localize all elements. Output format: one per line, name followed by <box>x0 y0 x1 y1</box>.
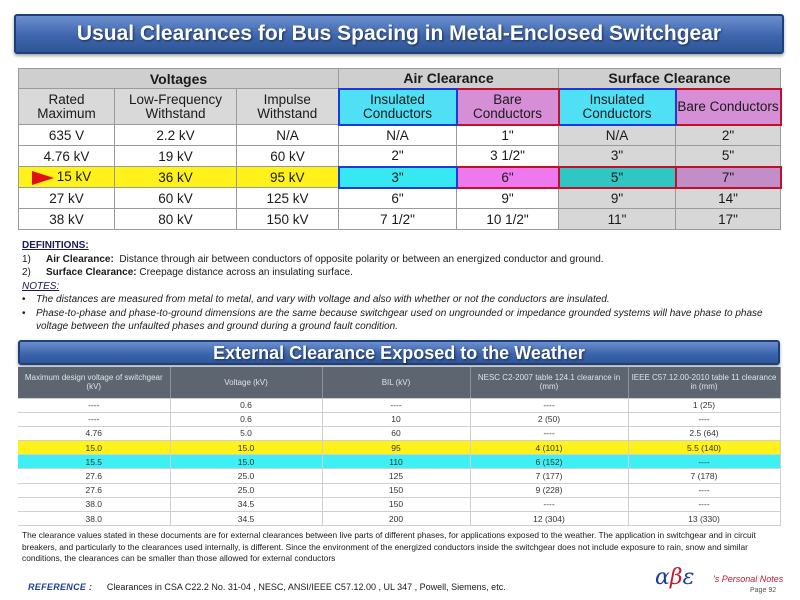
table-cell: ---- <box>628 412 780 426</box>
table-cell: 125 <box>322 469 470 483</box>
table-cell: 2 (50) <box>470 412 628 426</box>
table-cell: ---- <box>322 398 470 412</box>
group-voltages: Voltages <box>19 69 339 89</box>
definition-number: 2) <box>22 267 31 278</box>
table-cell: 15.0 <box>170 455 322 469</box>
col-surface-bare: Bare Conductors <box>676 89 781 125</box>
page-number-value: 92 <box>768 587 777 594</box>
table-cell: 14" <box>676 188 781 209</box>
table-cell: 9 (228) <box>470 483 628 497</box>
table-cell: 5" <box>676 146 781 167</box>
table-cell: ---- <box>628 483 780 497</box>
group-surface-clearance: Surface Clearance <box>559 69 781 89</box>
table-cell: ---- <box>18 412 170 426</box>
table-cell: 36 kV <box>115 167 237 188</box>
table-cell: 0.6 <box>170 412 322 426</box>
group-air-clearance: Air Clearance <box>339 69 559 89</box>
table-cell: 27 kV <box>19 188 115 209</box>
col-voltage: Voltage (kV) <box>170 367 322 398</box>
col-air-bare: Bare Conductors <box>457 89 559 125</box>
table-cell: ---- <box>18 398 170 412</box>
table-cell: 11" <box>559 209 676 230</box>
col-low-frequency-withstand: Low-Frequency Withstand <box>115 89 237 125</box>
definition-body: Creepage distance across an insulating surface. <box>139 267 353 278</box>
table-cell: 12 (304) <box>470 512 628 526</box>
table-cell: 150 kV <box>237 209 339 230</box>
table-cell: 2.5 (64) <box>628 426 780 440</box>
col-surface-insulated: Insulated Conductors <box>559 89 676 125</box>
table-row <box>18 512 780 526</box>
table-cell: 27.6 <box>18 483 170 497</box>
table-cell: 17" <box>676 209 781 230</box>
table-cell: 60 kV <box>115 188 237 209</box>
table-cell: 34.5 <box>170 512 322 526</box>
table-cell: ---- <box>628 497 780 511</box>
table-cell: N/A <box>237 125 339 146</box>
table-cell: 7" <box>676 167 781 188</box>
table-row <box>18 497 780 511</box>
table-group-header <box>19 69 781 89</box>
table-cell: 13 (330) <box>628 512 780 526</box>
table-cell: ---- <box>628 455 780 469</box>
table-row <box>19 188 781 209</box>
table-row <box>19 125 781 146</box>
table-row <box>18 426 780 440</box>
table-cell: 4.76 kV <box>19 146 115 167</box>
clearance-table <box>18 68 782 230</box>
table-cell: 7 (177) <box>470 469 628 483</box>
table-cell: 7 1/2" <box>339 209 457 230</box>
table-cell: 3 1/2" <box>457 146 559 167</box>
definition-item <box>22 253 782 267</box>
table-row <box>18 398 780 412</box>
table-row <box>18 469 780 483</box>
table-cell: 6" <box>457 167 559 188</box>
col-air-insulated: Insulated Conductors <box>339 89 457 125</box>
table-cell: N/A <box>559 125 676 146</box>
table-cell: 60 kV <box>237 146 339 167</box>
page-number <box>750 587 776 594</box>
col-ieee-clearance: IEEE C57.12.00-2010 table 11 clearance in (mm) <box>628 367 780 398</box>
table-row <box>18 483 780 497</box>
table-cell: 9" <box>457 188 559 209</box>
table-cell: 15.5 <box>18 455 170 469</box>
table-cell: 110 <box>322 455 470 469</box>
col-impulse-withstand: Impulse Withstand <box>237 89 339 125</box>
table-cell: 25.0 <box>170 469 322 483</box>
bullet-icon: • <box>22 307 26 319</box>
table-cell: 6 (152) <box>470 455 628 469</box>
table-cell: 60 <box>322 426 470 440</box>
table-cell: 2.2 kV <box>115 125 237 146</box>
table-row-highlighted <box>19 167 781 188</box>
footnote: The clearance values stated in these documents are for external clearances between live parts of different phases, for applications exposed to the weather. The application in switchgear and in circuit breakers, and particularly to the clearances used internally, is different. Since the environment of the energized conductors inside the switchgear does not include exposure to rain, snow and similar conditions, the clearances can be smaller than those allowed for external conductors <box>22 530 756 563</box>
table-cell: 200 <box>322 512 470 526</box>
definition-number: 1) <box>22 253 31 265</box>
definition-term: Surface Clearance: <box>46 267 137 278</box>
table-cell: 95 kV <box>237 167 339 188</box>
note-item <box>22 307 782 334</box>
logo-text: 's Personal Notes <box>713 574 784 584</box>
table-row <box>18 412 780 426</box>
col-nesc-clearance: NESC C2-2007 table 124.1 clearance in (mm) <box>470 367 628 398</box>
note-text: Phase-to-phase and phase-to-ground dimensions are the same because switchgear used on ungrounded or impedance grounded systems will have phase to phase voltage between the unfaulted phases and ground during a ground fault condition. <box>36 307 763 332</box>
definitions-section <box>22 239 782 334</box>
reference-label: REFERENCE : <box>28 582 93 592</box>
table-header-row <box>18 367 780 398</box>
definition-text <box>46 266 353 280</box>
table-cell: 1" <box>457 125 559 146</box>
table-cell: 2" <box>676 125 781 146</box>
table-cell: 38.0 <box>18 512 170 526</box>
table-cell: 38.0 <box>18 497 170 511</box>
table-cell: 1 (25) <box>628 398 780 412</box>
table-cell: 27.6 <box>18 469 170 483</box>
definition-body: Distance through air between conductors of opposite polarity or between an energized conductor and ground. <box>119 253 604 265</box>
col-max-design-voltage: Maximum design voltage of switchgear (kV) <box>18 367 170 398</box>
bullet-icon: • <box>22 294 26 305</box>
page-title: Usual Clearances for Bus Spacing in Metal-Enclosed Switchgear <box>14 14 784 54</box>
table-cell: N/A <box>339 125 457 146</box>
note-text: The distances are measured from metal to metal, and vary with voltage and also with whether or not the conductors are insulated. <box>36 294 610 305</box>
col-bil: BIL (kV) <box>322 367 470 398</box>
table-cell: 7 (178) <box>628 469 780 483</box>
table-cell: 635 V <box>19 125 115 146</box>
table-cell: 6" <box>339 188 457 209</box>
definitions-heading: DEFINITIONS: <box>22 240 89 251</box>
table-cell: 15.0 <box>170 441 322 455</box>
table-row-highlighted-cyan <box>18 455 780 469</box>
notes-heading: NOTES: <box>22 280 60 292</box>
table-cell: 150 <box>322 497 470 511</box>
pointer-arrow-icon <box>32 171 54 185</box>
section-title-external: External Clearance Exposed to the Weather <box>18 340 780 365</box>
page-label: Page <box>750 587 767 594</box>
table-cell: 125 kV <box>237 188 339 209</box>
personal-notes-logo <box>655 565 790 597</box>
table-cell: ---- <box>470 398 628 412</box>
logo-epsilon: ε <box>682 565 695 590</box>
note-item <box>22 293 782 307</box>
table-cell: 2" <box>339 146 457 167</box>
table-cell: ---- <box>470 426 628 440</box>
table-cell: 4.76 <box>18 426 170 440</box>
table-cell: 0.6 <box>170 398 322 412</box>
definition-term: Air Clearance: <box>46 253 114 265</box>
table-cell: 3" <box>559 146 676 167</box>
table-cell: 5" <box>559 167 676 188</box>
table-cell: 3" <box>339 167 457 188</box>
table-cell-text: 15 kV <box>56 169 92 185</box>
table-cell: 25.0 <box>170 483 322 497</box>
logo-alpha: α <box>655 565 670 590</box>
table-cell: 80 kV <box>115 209 237 230</box>
table-cell: 4 (101) <box>470 441 628 455</box>
table-cell: 150 <box>322 483 470 497</box>
table-row <box>19 146 781 167</box>
table-cell: 15.0 <box>18 441 170 455</box>
table-cell: 5.5 (140) <box>628 441 780 455</box>
definition-item <box>22 266 782 280</box>
table-cell: 38 kV <box>19 209 115 230</box>
reference-text: Clearances in CSA C22.2 No. 31-04 , NESC, ANSI/IEEE C57.12.00 , UL 347 , Powell, Siemens, etc. <box>106 582 506 592</box>
table-cell <box>19 167 115 188</box>
external-clearance-table <box>18 367 781 526</box>
logo-beta: β <box>669 565 683 590</box>
table-cell: 10 <box>322 412 470 426</box>
table-cell: 34.5 <box>170 497 322 511</box>
col-rated-maximum: Rated Maximum <box>19 89 115 125</box>
reference-line <box>28 582 506 592</box>
table-cell: 5.0 <box>170 426 322 440</box>
table-cell: 95 <box>322 441 470 455</box>
table-row <box>19 209 781 230</box>
table-cell: 19 kV <box>115 146 237 167</box>
table-row-highlighted-yellow <box>18 441 780 455</box>
definition-text <box>46 253 604 267</box>
table-cell: 9" <box>559 188 676 209</box>
table-cell: 10 1/2" <box>457 209 559 230</box>
table-cell: ---- <box>470 497 628 511</box>
table-subheader <box>19 89 781 125</box>
